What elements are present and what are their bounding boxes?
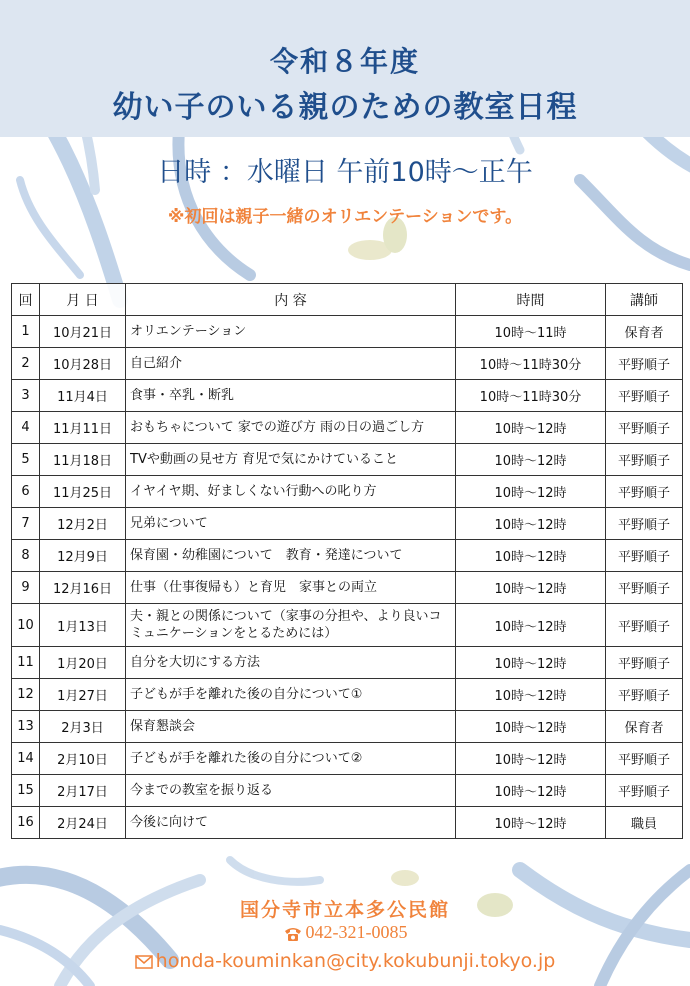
session-instructor: 保育者 <box>606 711 683 743</box>
session-instructor: 平野順子 <box>606 444 683 476</box>
session-instructor: 平野順子 <box>606 743 683 775</box>
session-date: 11月18日 <box>40 444 126 476</box>
session-date: 2月17日 <box>40 775 126 807</box>
session-date: 1月27日 <box>40 679 126 711</box>
session-time: 10時～12時 <box>456 647 606 679</box>
table-row <box>12 711 683 743</box>
session-time: 10時～12時 <box>456 540 606 572</box>
session-time: 10時～12時 <box>456 412 606 444</box>
session-number: 4 <box>12 412 40 444</box>
session-date: 11月11日 <box>40 412 126 444</box>
session-time: 10時～12時 <box>456 444 606 476</box>
table-row <box>12 380 683 412</box>
session-date: 2月24日 <box>40 807 126 839</box>
session-content: 今までの教室を振り返る <box>126 775 456 807</box>
session-instructor: 平野順子 <box>606 572 683 604</box>
phone-line <box>0 922 690 943</box>
session-number: 10 <box>12 604 40 647</box>
orientation-note: ※初回は親子一緒のオリエンテーションです。 <box>167 207 523 227</box>
session-instructor: 平野順子 <box>606 476 683 508</box>
session-time: 10時～12時 <box>456 604 606 647</box>
session-date: 1月13日 <box>40 604 126 647</box>
session-number: 8 <box>12 540 40 572</box>
session-date: 11月4日 <box>40 380 126 412</box>
session-content: オリエンテーション <box>126 316 456 348</box>
session-date: 1月20日 <box>40 647 126 679</box>
session-time: 10時～11時30分 <box>456 380 606 412</box>
header-instructor: 講師 <box>606 284 683 316</box>
session-instructor: 平野順子 <box>606 380 683 412</box>
session-instructor: 平野順子 <box>606 679 683 711</box>
session-time: 10時～11時30分 <box>456 348 606 380</box>
table-header-row <box>12 284 683 316</box>
table-row <box>12 572 683 604</box>
session-date: 2月10日 <box>40 743 126 775</box>
session-content: 今後に向けて <box>126 807 456 839</box>
table-row <box>12 743 683 775</box>
session-number: 3 <box>12 380 40 412</box>
session-content: 子どもが手を離れた後の自分について① <box>126 679 456 711</box>
session-content: 子どもが手を離れた後の自分について② <box>126 743 456 775</box>
session-content: 保育懇談会 <box>126 711 456 743</box>
session-content: 仕事（仕事復帰も）と育児 家事との両立 <box>126 572 456 604</box>
session-date: 12月2日 <box>40 508 126 540</box>
table-row <box>12 679 683 711</box>
session-number: 7 <box>12 508 40 540</box>
session-content: TVや動画の見せ方 育児で気にかけていること <box>126 444 456 476</box>
session-number: 9 <box>12 572 40 604</box>
session-content: 自己紹介 <box>126 348 456 380</box>
session-date: 2月3日 <box>40 711 126 743</box>
session-time: 10時～12時 <box>456 476 606 508</box>
session-time: 10時～12時 <box>456 572 606 604</box>
phone-number: 042-321-0085 <box>305 922 408 942</box>
schedule-datetime: 日時 ：水曜日 午前10時～正午 <box>157 157 533 188</box>
table-row <box>12 807 683 839</box>
table-row <box>12 604 683 647</box>
page-title-year: 令和８年度 <box>269 45 420 78</box>
session-time: 10時～12時 <box>456 807 606 839</box>
session-number: 11 <box>12 647 40 679</box>
session-time: 10時～12時 <box>456 508 606 540</box>
session-time: 10時～12時 <box>456 679 606 711</box>
table-row <box>12 316 683 348</box>
phone-icon <box>283 926 303 942</box>
session-date: 12月9日 <box>40 540 126 572</box>
session-number: 5 <box>12 444 40 476</box>
session-content: 自分を大切にする方法 <box>126 647 456 679</box>
session-instructor: 平野順子 <box>606 348 683 380</box>
session-number: 12 <box>12 679 40 711</box>
session-date: 11月25日 <box>40 476 126 508</box>
page-title: 幼い子のいる親のための教室日程 <box>112 90 578 125</box>
schedule-table <box>11 283 683 839</box>
session-time: 10時～12時 <box>456 775 606 807</box>
session-instructor: 平野順子 <box>606 647 683 679</box>
organization-name: 国分寺市立本多公民館 <box>239 899 450 921</box>
session-content: イヤイヤ期、好ましくない行動への叱り方 <box>126 476 456 508</box>
session-instructor: 平野順子 <box>606 412 683 444</box>
session-content: 食事・卒乳・断乳 <box>126 380 456 412</box>
email-line <box>0 950 690 972</box>
session-content: おもちゃについて 家での遊び方 雨の日の過ごし方 <box>126 412 456 444</box>
header-time: 時間 <box>456 284 606 316</box>
session-number: 13 <box>12 711 40 743</box>
session-number: 16 <box>12 807 40 839</box>
session-number: 14 <box>12 743 40 775</box>
header-session: 回 <box>12 284 40 316</box>
session-time: 10時～12時 <box>456 743 606 775</box>
session-number: 2 <box>12 348 40 380</box>
header-date: 月 日 <box>40 284 126 316</box>
session-instructor: 平野順子 <box>606 540 683 572</box>
header-content: 内 容 <box>126 284 456 316</box>
table-row <box>12 775 683 807</box>
session-instructor: 平野順子 <box>606 508 683 540</box>
table-row <box>12 444 683 476</box>
session-number: 15 <box>12 775 40 807</box>
session-content: 兄弟について <box>126 508 456 540</box>
table-row <box>12 647 683 679</box>
table-row <box>12 412 683 444</box>
session-time: 10時～11時 <box>456 316 606 348</box>
session-content: 夫・親との関係について（家事の分担や、より良いコミュニケーションをとるためには） <box>126 604 456 647</box>
session-date: 10月28日 <box>40 348 126 380</box>
session-time: 10時～12時 <box>456 711 606 743</box>
table-row <box>12 540 683 572</box>
session-instructor: 平野順子 <box>606 775 683 807</box>
session-date: 12月16日 <box>40 572 126 604</box>
table-row <box>12 348 683 380</box>
session-content: 保育園・幼稚園について 教育・発達について <box>126 540 456 572</box>
session-instructor: 平野順子 <box>606 604 683 647</box>
mail-icon <box>135 955 153 969</box>
session-number: 6 <box>12 476 40 508</box>
session-date: 10月21日 <box>40 316 126 348</box>
email-address[interactable]: honda-kouminkan@city.kokubunji.tokyo.jp <box>155 950 556 972</box>
table-row <box>12 476 683 508</box>
table-row <box>12 508 683 540</box>
session-instructor: 職員 <box>606 807 683 839</box>
session-instructor: 保育者 <box>606 316 683 348</box>
session-number: 1 <box>12 316 40 348</box>
